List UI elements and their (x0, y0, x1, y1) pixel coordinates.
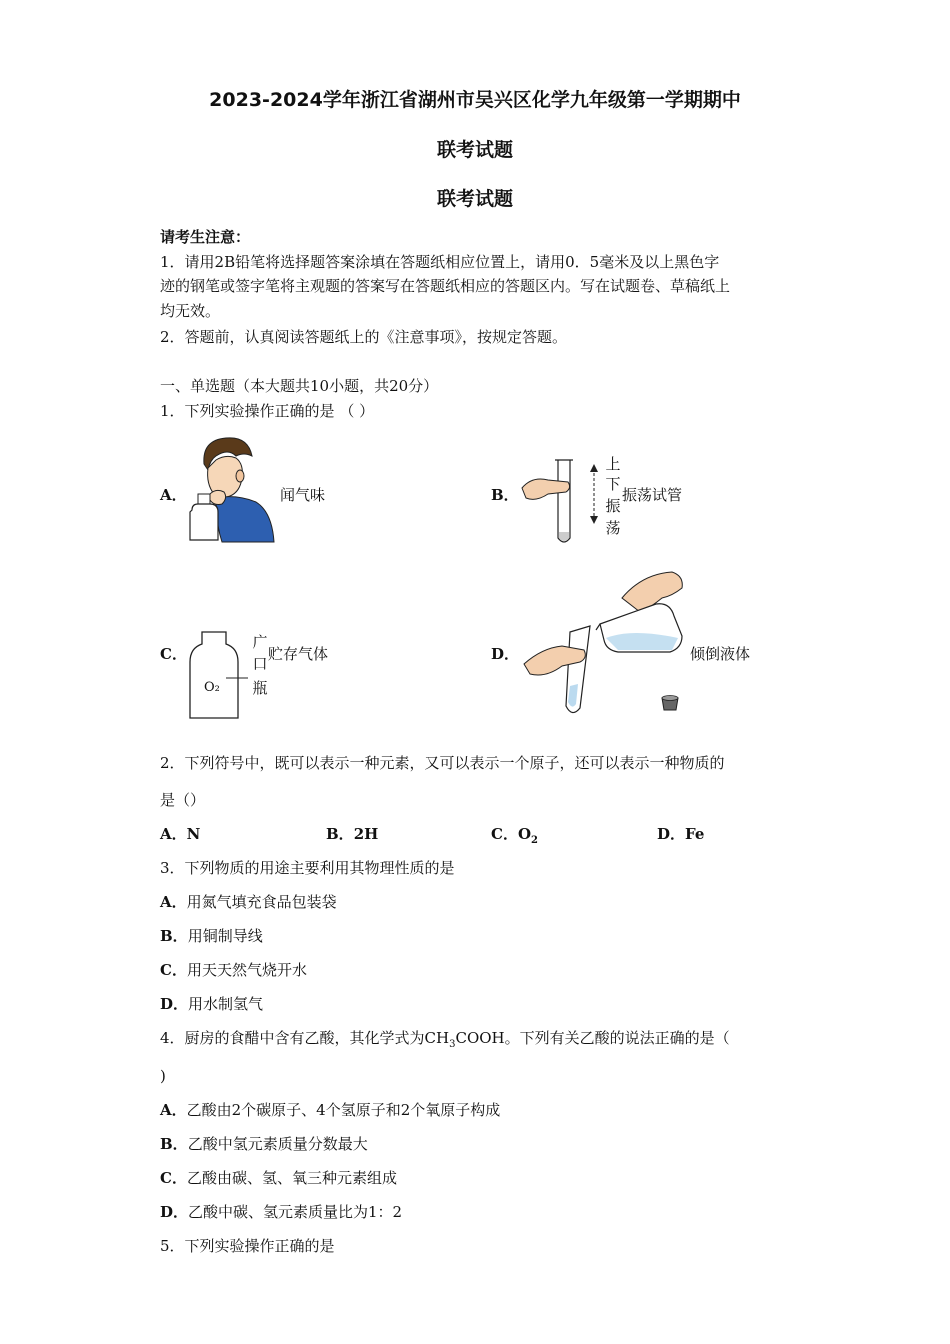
q3-option-c (160, 960, 307, 980)
exam-title-line3: 联考试题 (436, 188, 513, 210)
notice-item1-line3: 均无效。 (160, 302, 221, 320)
q1-option-b-side-4: 荡 (605, 519, 621, 537)
q1-option-d-label: 倾倒液体 (690, 645, 751, 663)
q4-stem-part-b: COOH。下列有关乙酸的说法正确的是（ (455, 1029, 730, 1047)
q2-option-d-text: Fe (685, 825, 705, 843)
q3-option-d-letter: D． (160, 995, 189, 1013)
notice-heading: 请考生注意： (160, 228, 251, 246)
q1-option-b-letter: B． (491, 486, 519, 504)
q4-option-c-text: 乙酸由碳、氢、氧三种元素组成 (186, 1169, 397, 1187)
q2-option-c-letter: C． (491, 825, 518, 843)
q2-stem-line1: 2．下列符号中，既可以表示一种元素，又可以表示一个原子，还可以表示一种物质的 (160, 754, 725, 772)
q1-option-b-side-2: 下 (605, 475, 621, 493)
q2-option-b-letter: B． (326, 825, 354, 843)
q4-option-c-letter: C． (160, 1169, 187, 1187)
notice-item1-line2: 迹的钢笔或签字笔将主观题的答案写在答题纸相应的答题区内。写在试题卷、草稿纸上 (160, 277, 731, 295)
exam-title-line2: 联考试题 (436, 139, 513, 161)
pouring-liquid-illustration (522, 568, 692, 720)
q1-option-b-side-1: 上 (605, 455, 621, 473)
q2-option-c-text: O (517, 825, 532, 843)
q4-option-d (160, 1202, 402, 1222)
shaking-test-tube-illustration (518, 458, 602, 546)
section-heading: 一、单选题（本大题共10小题，共20分） (160, 377, 439, 395)
q1-option-c-label: 贮存气体 (268, 645, 329, 663)
notice-item2: 2．答题前，认真阅读答题纸上的《注意事项》，按规定答题。 (160, 328, 568, 346)
q2-option-c-subscript: 2 (531, 835, 538, 846)
q1-option-b-side-3: 振 (605, 497, 621, 515)
q4-option-a-letter: A． (160, 1101, 187, 1119)
q4-option-d-text: 乙酸中碳、氢元素质量比为1：2 (188, 1203, 403, 1221)
q2-option-a-text: N (186, 825, 201, 843)
bottle-gas-label: O₂ (204, 680, 220, 695)
q4-option-a-text: 乙酸由2个碳原子、4个氢原子和2个氧原子构成 (186, 1101, 501, 1119)
q2-stem-line2: 是（） (160, 791, 206, 809)
q3-option-c-text: 用天天然气烧开水 (186, 961, 307, 979)
q3-option-b-text: 用铜制导线 (187, 927, 263, 945)
q4-stem-line1 (160, 1028, 730, 1055)
q3-option-d-text: 用水制氢气 (188, 995, 264, 1013)
gas-bottle-illustration (188, 630, 250, 722)
q3-option-a-text: 用氮气填充食品包装袋 (186, 893, 337, 911)
q3-option-a-letter: A． (160, 893, 187, 911)
q5-stem: 5．下列实验操作正确的是 (160, 1237, 335, 1255)
q2-option-c (491, 824, 538, 851)
q4-option-c (160, 1168, 397, 1188)
q1-stem: 1．下列实验操作正确的是 （ ） (160, 402, 375, 420)
q2-option-d-letter: D． (657, 825, 686, 843)
q3-option-b-letter: B． (160, 927, 188, 945)
q3-option-d (160, 994, 263, 1014)
q1-option-c-letter: C． (160, 645, 187, 663)
q3-option-b (160, 926, 263, 946)
q2-option-b-text: 2H (353, 825, 379, 843)
q4-option-b-text: 乙酸中氢元素质量分数最大 (187, 1135, 368, 1153)
q1-option-b-label: 振荡试管 (622, 486, 683, 504)
q3-option-c-letter: C． (160, 961, 187, 979)
q4-stem-line2: ) (160, 1067, 166, 1085)
q1-option-c-side-1: 广 (252, 633, 268, 651)
q2-option-a (160, 824, 200, 844)
q1-option-d-letter: D． (491, 645, 520, 663)
q1-option-a-letter: A． (160, 486, 187, 504)
q1-option-a-label: 闻气味 (280, 486, 326, 504)
q2-option-a-letter: A． (160, 825, 187, 843)
q4-option-a (160, 1100, 500, 1120)
q1-option-c-side-2: 口 (252, 655, 268, 673)
q3-stem: 3．下列物质的用途主要利用其物理性质的是 (160, 859, 455, 877)
q4-option-b (160, 1134, 368, 1154)
exam-title-line1: 2023-2024学年浙江省湖州市吴兴区化学九年级第一学期期中 (209, 89, 741, 111)
smelling-illustration (186, 434, 278, 544)
q4-stem-part-a: 4．厨房的食醋中含有乙酸，其化学式为CH (160, 1029, 450, 1047)
q2-option-d (657, 824, 704, 844)
notice-item1-line1: 1．请用2B铅笔将选择题答案涂填在答题纸相应位置上，请用0．5毫米及以上黑色字 (160, 253, 720, 271)
q3-option-a (160, 892, 337, 912)
q4-option-d-letter: D． (160, 1203, 189, 1221)
q2-option-b (326, 824, 378, 844)
q1-option-c-side-3: 瓶 (252, 679, 268, 697)
q4-stem-subscript: 3 (449, 1039, 456, 1050)
q4-option-b-letter: B． (160, 1135, 188, 1153)
